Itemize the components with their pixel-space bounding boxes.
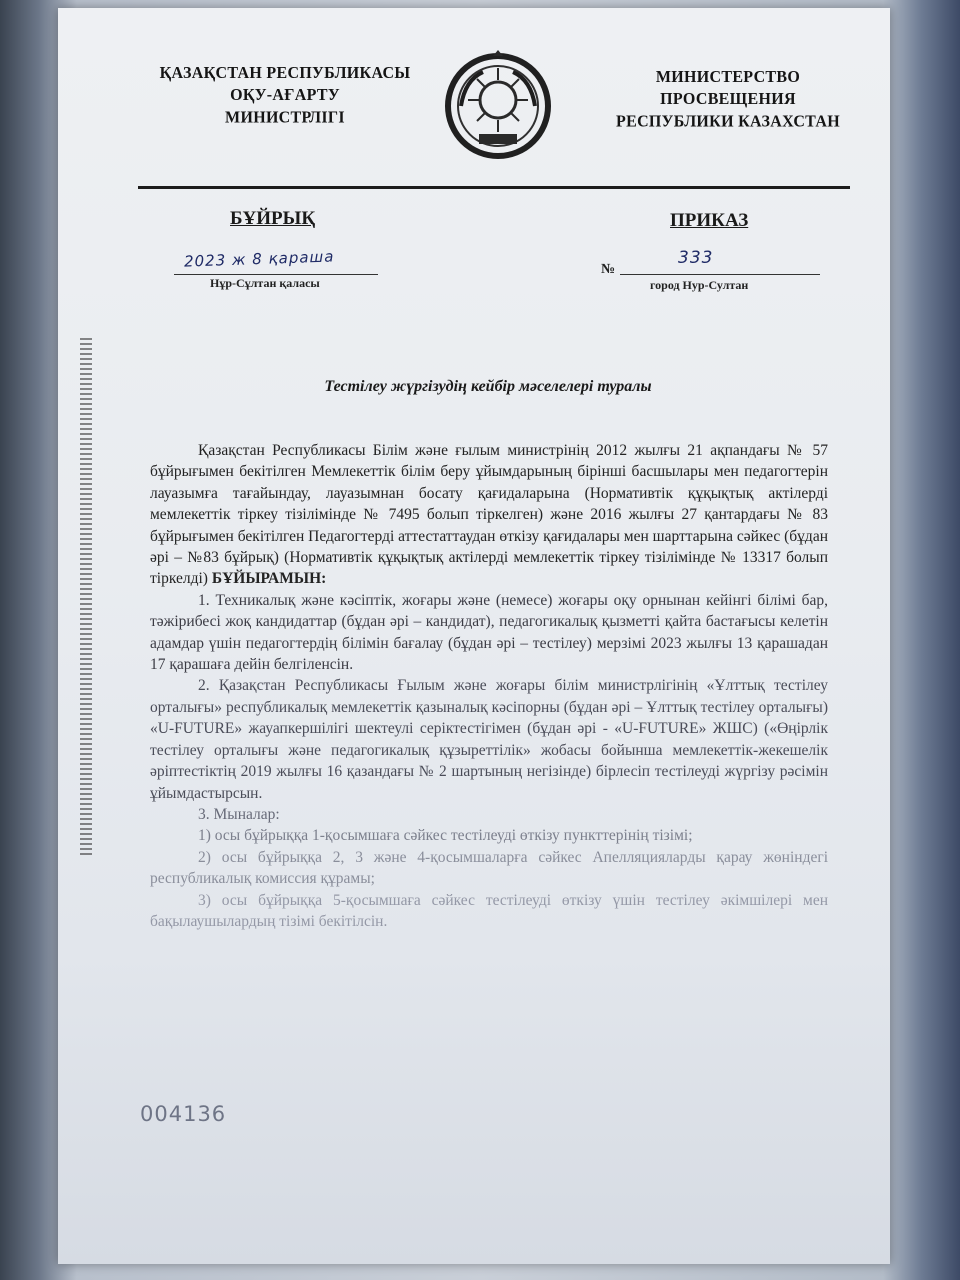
item-3-2: 2) осы бұйрыққа 2, 3 және 4-қосымшаларға сәйкес Апелляцияларды қарау жөніндегі республикалық комиссия құрамы; <box>150 848 828 888</box>
preamble-paragraph <box>150 440 828 590</box>
item-3-3: 3) осы бұйрыққа 5-қосымшаға сәйкес тестілеуді өткізу үшін тестілеу әкімшілері мен бақылаушылардың тізімі бекітілсін. <box>150 891 828 930</box>
preamble-text: Қазақстан Республикасы Білім және ғылым министрінің 2012 жылғы 21 ақпандағы № 57 бұйрығымен бекітілген Мемлекеттік білім беру ұйымдарының бірінші басшылары мен педагогтерін лауазымға тағайындау, лауазымнан босату қағидаларына (Нормативтік құқықтық актілерді мемлекеттік тіркеу тізілімінде № 7495 болып тіркелген) және 2016 жылғы 27 қантардағы № 83 бұйрығымен бекітілген Педагогтерді аттестаттаудан өткізу қағидалары мен шарттарына сәйкес (бұдан әрі – №83 бұйрық) (Нормативтік құқықтық актілерді мемлекеттік тіркеу тізілімінде № 13317 болып тіркелді) <box>150 442 828 588</box>
header-ru-line-2: ПРОСВЕЩЕНИЯ <box>660 90 796 109</box>
margin-registration-stamp <box>80 338 92 858</box>
order-directive: БҰЙЫРАМЫН: <box>211 570 327 588</box>
document-sheet <box>58 8 890 1264</box>
header-kz <box>140 62 430 128</box>
header-ru-line-3: РЕСПУБЛИКИ КАЗАХСТАН <box>616 112 840 131</box>
document-title: Тестілеу жүргізудің кейбір мәселелері туралы <box>324 378 652 395</box>
header-ru-line-1: МИНИСТЕРСТВО <box>655 68 801 87</box>
city-kz: Нұр-Сұлтан қаласы <box>210 276 320 290</box>
city-ru: город Нур-Султан <box>650 278 749 292</box>
item-1: 1. Техникалық және кәсіптік, жоғары және (немесе) жоғары оқу орнынан кейінгі білімі бар, тәжірибесі жоқ кандидаттар (бұдан әрі – кандидат), педагогикалық қызметті қайта бастағысы келетін адамдар үшін педагогтердің білімін бағалау (бұдан әрі – тестілеу) мерзімі 2023 жылғы 13 қарашадан 17 қарашаға дейін белгіленсін. <box>150 591 828 674</box>
order-date-handwritten: 2023 ж 8 қараша <box>183 247 335 271</box>
state-emblem-icon <box>443 50 553 162</box>
item-2: 2. Қазақстан Республикасы Ғылым және жоғары білім министрлігінің «Ұлттық тестілеу орталығы» республикалық мемлекеттік қазыналық кәсіпорны (бұдан әрі – Ұлттық тестілеу орталығы) «U-FUTURE» жауапкершілігі шектеулі серіктестігімен (бұдан әрі - «U-FUTURE» ЖШС) («Өңірлік тестілеу орталығы және педагогикалық құзыреттілік» жобасы бойынша мемлекеттік-жекешелік әріптестіктің 2019 жылғы 16 қазандағы № 2 шартының негізінде) бірлесіп тестілеуді жүргізу рәсімін ұйымдастырсын. <box>150 677 828 802</box>
serial-number: 004136 <box>140 1102 227 1126</box>
item-3: 3. Мыналар: <box>198 805 280 823</box>
order-kind-kz: БҰЙРЫҚ <box>230 208 316 229</box>
header-ru <box>588 66 868 132</box>
item-3-1: 1) осы бұйрыққа 1-қосымшаға сәйкес тестілеуді өткізу пункттерінің тізімі; <box>198 827 693 845</box>
order-number-handwritten: 333 <box>678 248 714 268</box>
header-divider <box>138 186 850 189</box>
header-kz-line-2: ОҚУ-АҒАРТУ <box>230 86 340 105</box>
number-label: № <box>601 262 616 277</box>
document-body <box>150 440 828 932</box>
header-kz-line-1: ҚАЗАҚСТАН РЕСПУБЛИКАСЫ <box>159 64 411 83</box>
order-kind-ru: ПРИКАЗ <box>670 210 749 231</box>
header-kz-line-3: МИНИСТРЛІГІ <box>225 108 345 127</box>
number-underline <box>620 252 820 275</box>
